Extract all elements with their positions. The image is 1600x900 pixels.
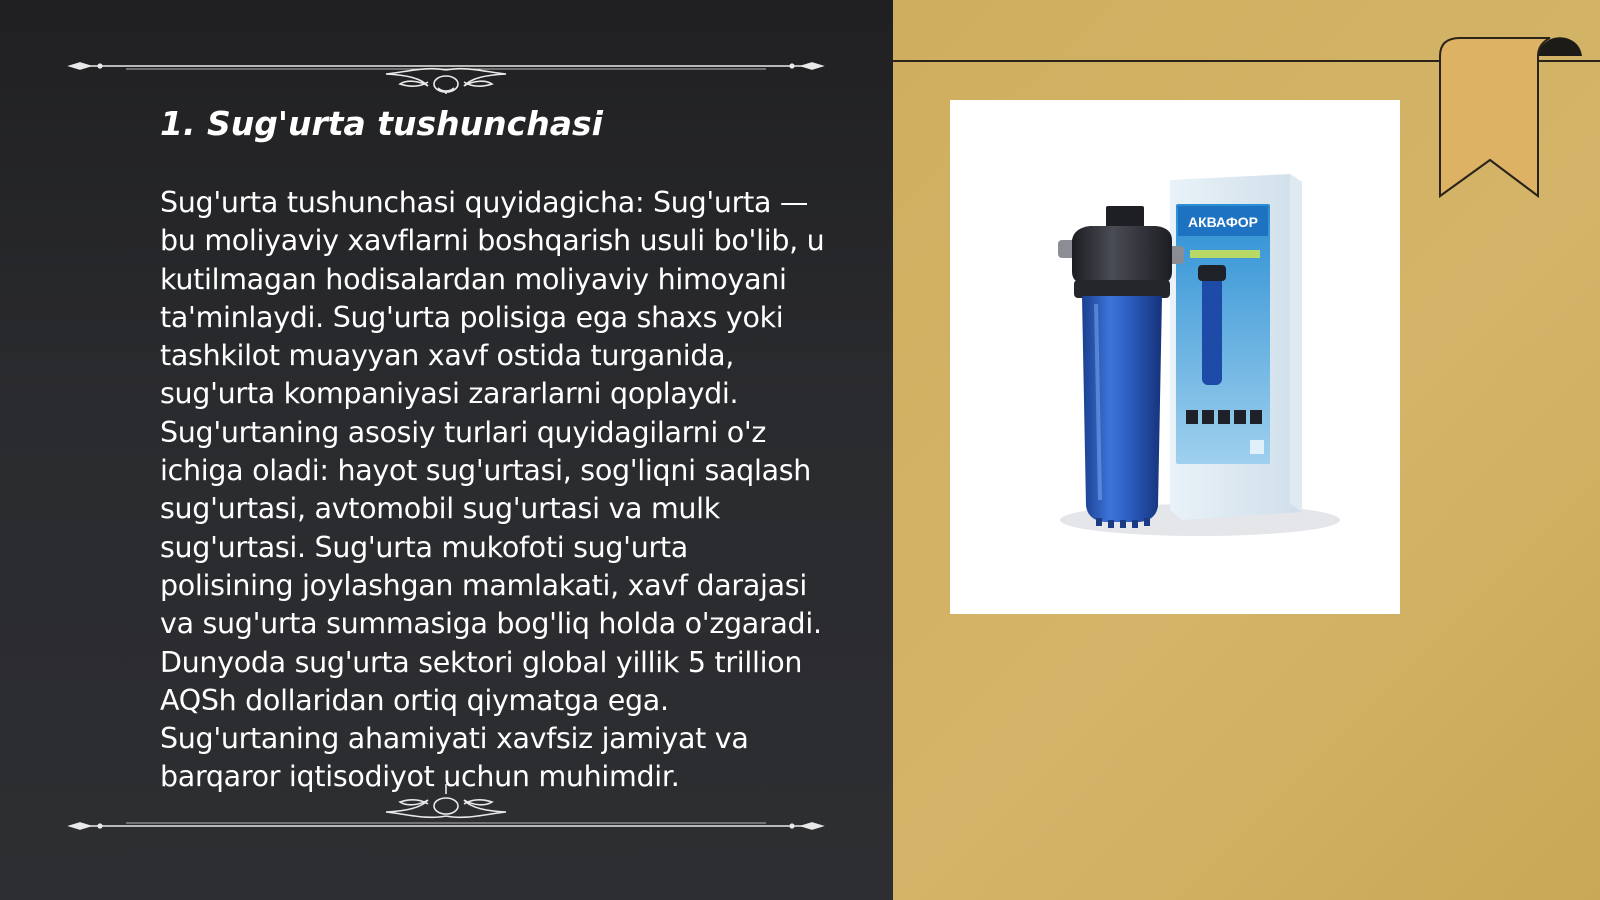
ornament-divider-top	[66, 44, 826, 94]
slide-body-text: Sug'urta tushunchasi quyidagicha: Sug'urta — bu moliyaviy xavflarni boshqarish usuli bo'lib, u kutilmagan hodisalardan moliyaviy himoyani ta'minlaydi. Sug'urta polisiga ega shaxs yoki tashkilot muayyan xavf ostida turganida, sug'urta kompaniyasi zararlarni qoplaydi. Sug'urtaning asosiy turlari quyidagilarni o'z ichiga oladi: hayot sug'urtasi, sog'liqni saqlash sug'urtasi, avtomobil sug'urtasi va mulk sug'urtasi. Sug'urta mukofoti sug'urta polisining joylashgan mamlakati, xavf darajasi va sug'urta summasiga bog'liq holda o'zgaradi. Dunyoda sug'urta sektori global yillik 5 trillion AQSh dollaridan ortiq qiymatga ega. Sug'urtaning ahamiyati xavfsiz jamiyat va barqaror iqtisodiyot uchun muhimdir.	[160, 186, 825, 794]
bookmark-ribbon-icon	[1430, 30, 1590, 210]
slide-title: 1. Sug'urta tushunchasi	[160, 104, 603, 143]
ornament-divider-bottom	[66, 782, 826, 832]
product-brand-label: АКВАФОР	[1187, 214, 1259, 230]
product-photo	[950, 100, 1400, 614]
water-filter-product-icon	[950, 100, 1400, 614]
